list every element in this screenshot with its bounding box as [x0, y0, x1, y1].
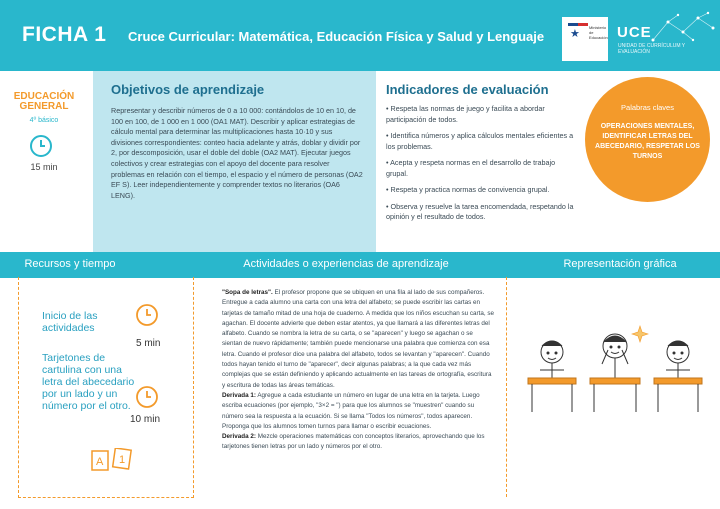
time-label: 5 min	[136, 338, 161, 349]
network-icon	[648, 10, 718, 50]
star-icon: ★	[570, 28, 580, 40]
uce-subtitle: UNIDAD DE CURRÍCULUM Y EVALUACIÓN	[618, 43, 686, 55]
ficha-label: FICHA 1	[22, 23, 107, 46]
indicators-list	[386, 104, 578, 229]
ministry-logo: ★ Ministerio de Educación	[562, 17, 608, 61]
list-item: • Observa y resuelve la tarea encomendada, respetando la opinión y el resultado de todos.	[386, 201, 574, 221]
activities-heading: Actividades o experiencias de aprendizaje	[243, 258, 449, 270]
svg-text:A: A	[96, 456, 104, 468]
time-label: 15 min	[30, 162, 58, 172]
uce-logo: UCE	[617, 24, 652, 41]
list-item: • Acepta y respeta normas en el desarrollo de trabajo grupal.	[386, 158, 556, 178]
clock-icon	[135, 303, 159, 327]
list-item: • Identifica números y aplica cálculos mentales eficientes a los problemas.	[386, 131, 574, 151]
resources-heading: Recursos y tiempo	[24, 258, 116, 270]
grade-label: 4º básico	[29, 117, 59, 124]
time-label: 10 min	[130, 414, 161, 425]
clock-icon	[135, 385, 159, 409]
key-words-text: OPERACIONES MENTALES, IDENTIFICAR LETRAS DEL ABECEDARIO, RESPETAR LOS TURNOS	[595, 123, 700, 160]
graphic-heading: Representación gráfica	[563, 258, 677, 270]
divider	[506, 277, 508, 497]
key-words-title: Palabras claves	[621, 103, 674, 112]
cards-icon	[90, 448, 134, 472]
children-desks-illustration	[520, 320, 710, 430]
page-title: Cruce Curricular: Matemática, Educación Física y Salud y Lenguaje	[128, 29, 545, 44]
list-item: • Respeta las normas de juego y facilita a abordar participación de todos.	[386, 104, 545, 124]
activities-text: "Sopa de letras". El profesor propone que se ubiquen en una fila al lado de sus compañeros. Entregue a cada alumno una carta con una letra del alfabeto; se puede escribir las cartas en tarjetas de tamaño mitad de una hoja de cuaderno. A medida que los niños escuchan su carta, se agachan. El docente advierte que deben estar atentos, ya que llamará a las diferentes letras del alfabeto. Cuando se nombra la letra de su carta, o se "aparecen" y luego se agachan o se sientan de nuevo rápidamente; también puede mencionarse una palabra que comienza con esa letra. Cuando el profesor dice una palabra del alfabeto, todos se levantan y "aparecen". Cuando todos hayan tenido el turno de "aparecer", decir algunas palabras; a la que cada vez más complejas que se están definiendo y aplicando actualmente en las tareas de ortografía, escritura y escritura de todas las áreas temáticas. Derivada 1: Agregue a cada estudiante un número en lugar de una letra en la tarjeta. Luego escriba ecuaciones (por ejemplo, "3×2 = ") para que los alumnos se "muestren" cuando su número sea la respuesta a la ecuación. Si se llama "Todos los números", todos aparecen. Proponga que los alumnos tomen turnos para llamar o escribir ecuaciones. Derivada 2: Mezcle operaciones matemáticas con conceptos literarios, aprovechando que los tarjetones tienen letras por un lado y números por el otro.	[222, 289, 494, 451]
subject-label: EDUCACIÓN GENERAL	[13, 91, 75, 112]
svg-text:1: 1	[119, 454, 126, 466]
indicators-title: Indicadores de evaluación	[386, 82, 549, 97]
resource-item: Inicio de las actividades	[42, 310, 98, 334]
objectives-title: Objetivos de aprendizaje	[111, 82, 265, 97]
resource-item: Tarjetones de cartulina con una letra del abecedario por un lado y un número por el otro.	[42, 352, 135, 412]
clock-icon	[29, 134, 53, 158]
objectives-text: Representar y describir números de 0 a 10 000: contándolos de 10 en 10, de 100 en 100, de 1 000 en 1 000 (OA1 MAT). Describir y aplicar estrategias de cálculo mental para determinar las multiplicaciones hasta 10·10 y sus divisiones correspondientes: conteo hacia adelante y atrás, doblar y dividir por 2, por descomposición, usar el doble del doble (OA2 MAT). Ejecutar juegos colectivos y crear estrategias con el apoyo del docente para resolver problemas en relación con el tiempo, el espacio y el número de personas (OA2 EF S). Leer independientemente y comprender textos no literarios (OA6 LENG).	[111, 106, 363, 200]
list-item: • Respeta y practica normas de convivencia grupal.	[386, 185, 550, 194]
